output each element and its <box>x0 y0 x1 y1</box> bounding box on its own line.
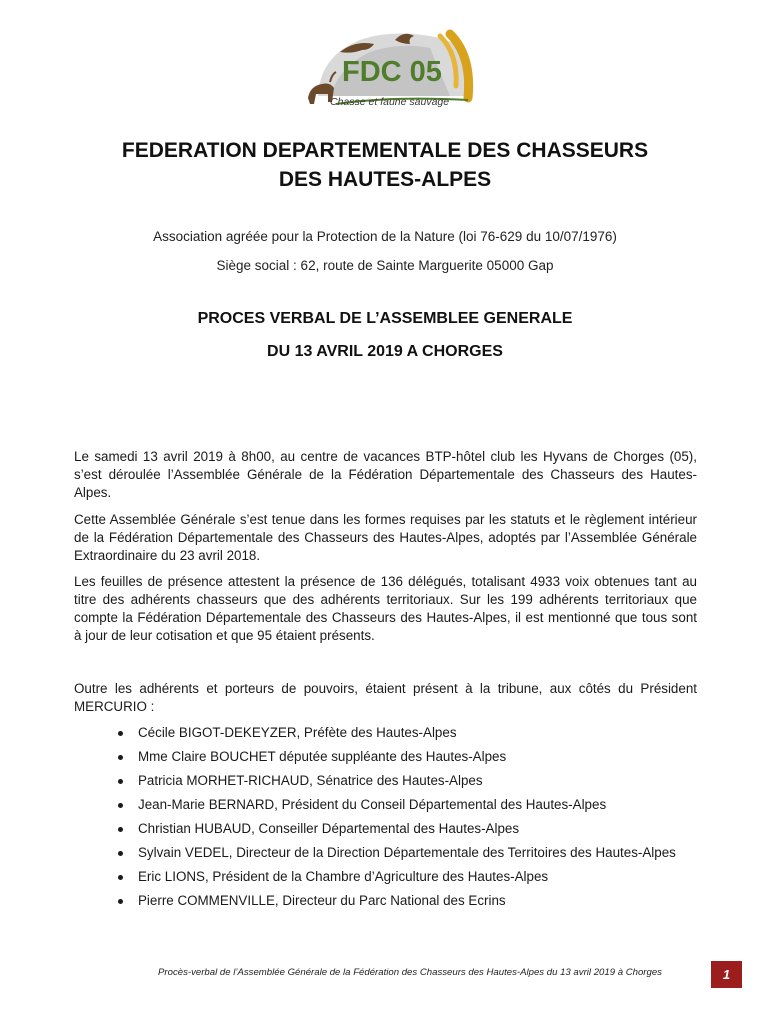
association-line: Association agréée pour la Protection de la Nature (loi 76-629 du 10/07/1976) <box>153 229 617 244</box>
title-line-2: DES HAUTES-ALPES <box>278 168 492 191</box>
attendee-text: Eric LIONS, Président de la Chambre d’Agriculture des Hautes-Alpes <box>138 869 549 884</box>
list-item <box>118 892 718 916</box>
list-item <box>118 772 718 796</box>
page-footer: Procès-verbal de l’Assemblée Générale de la Fédération des Chasseurs des Hautes-Alpes du 13 avril 2019 à Chorges <box>158 967 662 978</box>
bullet-icon <box>118 875 123 880</box>
list-item <box>118 724 718 748</box>
bullet-icon <box>118 731 123 736</box>
page-number-badge: 1 <box>711 961 742 988</box>
bullet-icon <box>118 803 123 808</box>
list-item <box>118 748 718 772</box>
attendee-list <box>118 724 718 916</box>
attendee-text: Cécile BIGOT-DEKEYZER, Préfète des Hautes-Alpes <box>138 725 457 740</box>
bullet-icon <box>118 827 123 832</box>
attendee-text: Sylvain VEDEL, Directeur de la Direction Départementale des Territoires des Hautes-Alpes <box>138 845 676 860</box>
pv-title-line-2: DU 13 AVRIL 2019 A CHORGES <box>267 343 503 360</box>
paragraph-statuts: Cette Assemblée Générale s’est tenue dans les formes requises par les statuts et le règlement intérieur de la Fédération Départementale des Chasseurs des Hautes-Alpes, adoptés par l’Assemblée Générale Extraordinaire du 23 avril 2018. <box>74 512 697 563</box>
list-item <box>118 796 718 820</box>
paragraph-tribune: Outre les adhérents et porteurs de pouvoirs, étaient présent à la tribune, aux côtés du Président MERCURIO : <box>74 681 697 714</box>
bullet-icon <box>118 779 123 784</box>
siege-social-line: Siège social : 62, route de Sainte Marguerite 05000 Gap <box>216 258 554 273</box>
list-item <box>118 844 718 868</box>
attendee-text: Jean-Marie BERNARD, Président du Conseil Départemental des Hautes-Alpes <box>138 797 607 812</box>
title-line-1: FEDERATION DEPARTEMENTALE DES CHASSEURS <box>121 139 649 162</box>
document-title <box>60 136 710 194</box>
paragraph-presence: Les feuilles de présence attestent la présence de 136 délégués, totalisant 4933 voix obtenues tant au titre des adhérents chasseurs que des adhérents territoriaux. Sur les 199 adhérents territoriaux que compte la Fédération Départementale des Chasseurs des Hautes-Alpes, il est mentionné que tous sont à jour de leur cotisation et que 95 étaient présents. <box>74 574 697 643</box>
list-item <box>118 820 718 844</box>
bullet-icon <box>118 851 123 856</box>
fdc-logo <box>300 26 478 116</box>
logo-tagline: Chasse et faune sauvage <box>330 96 450 108</box>
attendee-text: Patricia MORHET-RICHAUD, Sénatrice des Hautes-Alpes <box>138 773 483 788</box>
attendee-text: Mme Claire BOUCHET députée suppléante des Hautes-Alpes <box>138 749 507 764</box>
attendee-text: Pierre COMMENVILLE, Directeur du Parc National des Ecrins <box>138 893 506 908</box>
list-item <box>118 868 718 892</box>
logo-brand: FDC 05 <box>342 56 442 88</box>
bullet-icon <box>118 899 123 904</box>
pv-title-line-1: PROCES VERBAL DE L’ASSEMBLEE GENERALE <box>197 310 573 327</box>
paragraph-intro: Le samedi 13 avril 2019 à 8h00, au centre de vacances BTP-hôtel club les Hyvans de Chorges (05), s’est déroulée l’Assemblée Générale de la Fédération Départementale des Chasseurs des Hautes-Alpes. <box>74 449 697 500</box>
attendee-text: Christian HUBAUD, Conseiller Départemental des Hautes-Alpes <box>138 821 520 836</box>
bullet-icon <box>118 755 123 760</box>
